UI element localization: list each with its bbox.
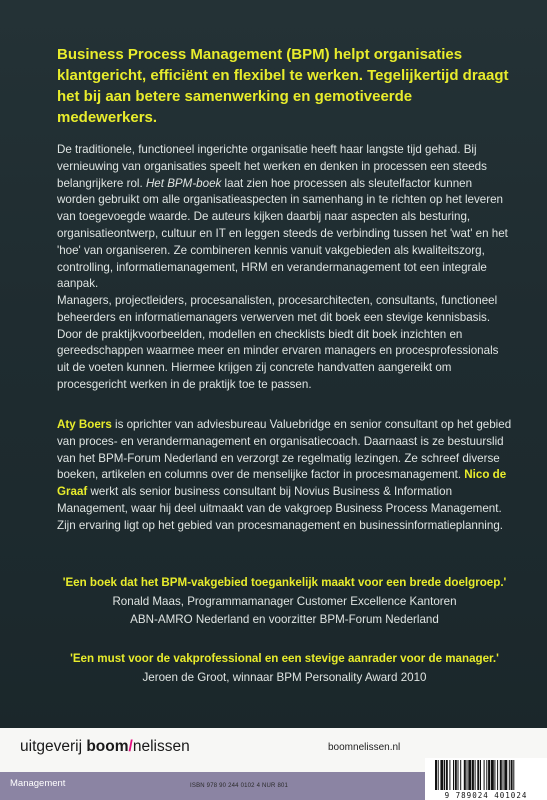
- description-paragraph-1: [57, 142, 512, 293]
- testimonial-2: [57, 650, 512, 687]
- description-intro: De traditionele, functioneel ingerichte organisatie heeft haar langste tijd gehad. Bij vernieuwing van organisaties speelt het werken en denken in processen een steeds belangrijkere rol.: [57, 143, 487, 190]
- description-rest: laat zien hoe processen als sleutelfactor kunnen worden gebruikt om alle organisatieaspecten in samenhang in te richten op het leveren van toegevoegde waarde. De auteurs kijken daarbij naar aspecten als besturing, organisatieontwerp, cultuur en IT en leggen steeds de verbinding tussen het 'wat' en het 'hoe' van organiseren. Ze combineren kennis vanuit vakgebieden als kwaliteitszorg, controlling, informatiemanagement, HRM en verandermanagement tot een integrale aanpak.: [57, 176, 508, 291]
- publisher-website: boomnelissen.nl: [328, 742, 401, 753]
- barcode-bar: [435, 760, 437, 790]
- barcode-bar: [503, 760, 504, 790]
- author-name-2: Nico de Graaf: [57, 468, 507, 499]
- barcode-bar: [513, 760, 514, 790]
- publisher-slash: /: [128, 738, 133, 755]
- barcode: [425, 758, 547, 800]
- barcode-bar: [504, 760, 507, 790]
- book-title: Het BPM-boek: [145, 176, 222, 190]
- barcode-bar: [497, 760, 498, 790]
- testimonial-1-attribution-line-1: Ronald Maas, Programmamanager Customer Excellence Kantoren: [112, 594, 457, 608]
- barcode-bar: [475, 760, 476, 790]
- barcode-icon: [435, 760, 537, 790]
- barcode-bar: [477, 760, 479, 790]
- barcode-bar: [494, 760, 495, 790]
- testimonial-1-quote: 'Een boek dat het BPM-vakgebied toegankelijk maakt voor een brede doelgroep.': [62, 576, 507, 589]
- barcode-bar: [480, 760, 481, 790]
- testimonial-1: [57, 574, 512, 630]
- description-paragraph-2: Managers, projectleiders, procesanalisten, procesarchitecten, consultants, functioneel beheerders en informatiemanagers verwerven met dit boek een stevige kennisbasis. Door de praktijkvoorbeelden, modellen en checklists biedt dit boek inzichten en gereedschappen waarmee meer en minder ervaren managers en procesprofessionals uit de voeten kunnen. Hiermee krijgen zij concrete handvatten aangereikt om procesgericht werken in de praktijk toe te passen.: [57, 294, 499, 391]
- barcode-bar: [449, 760, 450, 790]
- barcode-bar: [472, 760, 474, 790]
- publisher-footer: [0, 728, 547, 800]
- barcode-bar: [467, 760, 468, 790]
- barcode-bar: [511, 760, 513, 790]
- barcode-bar: [486, 760, 487, 790]
- barcode-bar: [509, 760, 510, 790]
- barcode-bar: [444, 760, 445, 790]
- barcode-bar: [438, 760, 439, 790]
- publisher-logo: [20, 738, 190, 756]
- barcode-bar: [446, 760, 448, 790]
- author-bio-1: is oprichter van adviesbureau Valuebridge en senior consultant op het gebied van proces- en verandermanagement en organisatiecoach. Daarnaast is ze bestuurslid van het BPM-Forum Nederland en verzorgt ze regelmatig lezingen. Ze schreef diverse boeken, artikelen en columns over de menselijke factor in procesmanagement.: [57, 418, 512, 482]
- category-band: [0, 772, 425, 800]
- barcode-bar: [460, 760, 461, 790]
- barcode-bar: [458, 760, 459, 790]
- barcode-bar: [484, 760, 485, 790]
- publisher-prefix: uitgeverij: [20, 738, 83, 755]
- barcode-bar: [488, 760, 490, 790]
- headline: Business Process Management (BPM) helpt organisaties klantgericht, efficiënt en flexibel te werken. Tegelijkertijd draagt het bij aan betere samenwerking en gemotiveerde medewerkers.: [57, 46, 509, 126]
- barcode-bar: [440, 760, 443, 790]
- category-label: Management: [10, 778, 66, 789]
- testimonial-2-attribution: Jeroen de Groot, winnaar BPM Personality Award 2010: [142, 670, 427, 684]
- barcode-bar: [464, 760, 466, 790]
- barcode-bar: [491, 760, 494, 790]
- publisher-nelissen: nelissen: [132, 738, 190, 755]
- author-bio-2: werkt als senior business consultant bij Novius Business & Information Management, waar hij deel uitmaakt van de vakgroep Business Process Management. Zijn ervaring ligt op het gebied van procesmanagement en businessinformatieplanning.: [57, 485, 503, 532]
- barcode-bar: [468, 760, 471, 790]
- testimonial-1-attribution-line-2: ABN-AMRO Nederland en voorzitter BPM-Forum Nederland: [130, 613, 439, 626]
- barcode-bar: [453, 760, 454, 790]
- barcode-number: 9 789024 401024: [444, 791, 528, 800]
- barcode-bar: [455, 760, 457, 790]
- author-name-1: Aty Boers: [57, 418, 112, 431]
- authors-paragraph: [57, 417, 512, 535]
- publisher-boom: boom: [86, 738, 129, 755]
- testimonial-2-quote: 'Een must voor de vakprofessional en een stevige aanrader voor de manager.': [70, 652, 499, 665]
- isbn-nur-text: ISBN 978 90 244 0102 4 NUR 801: [190, 783, 289, 789]
- barcode-bar: [500, 760, 502, 790]
